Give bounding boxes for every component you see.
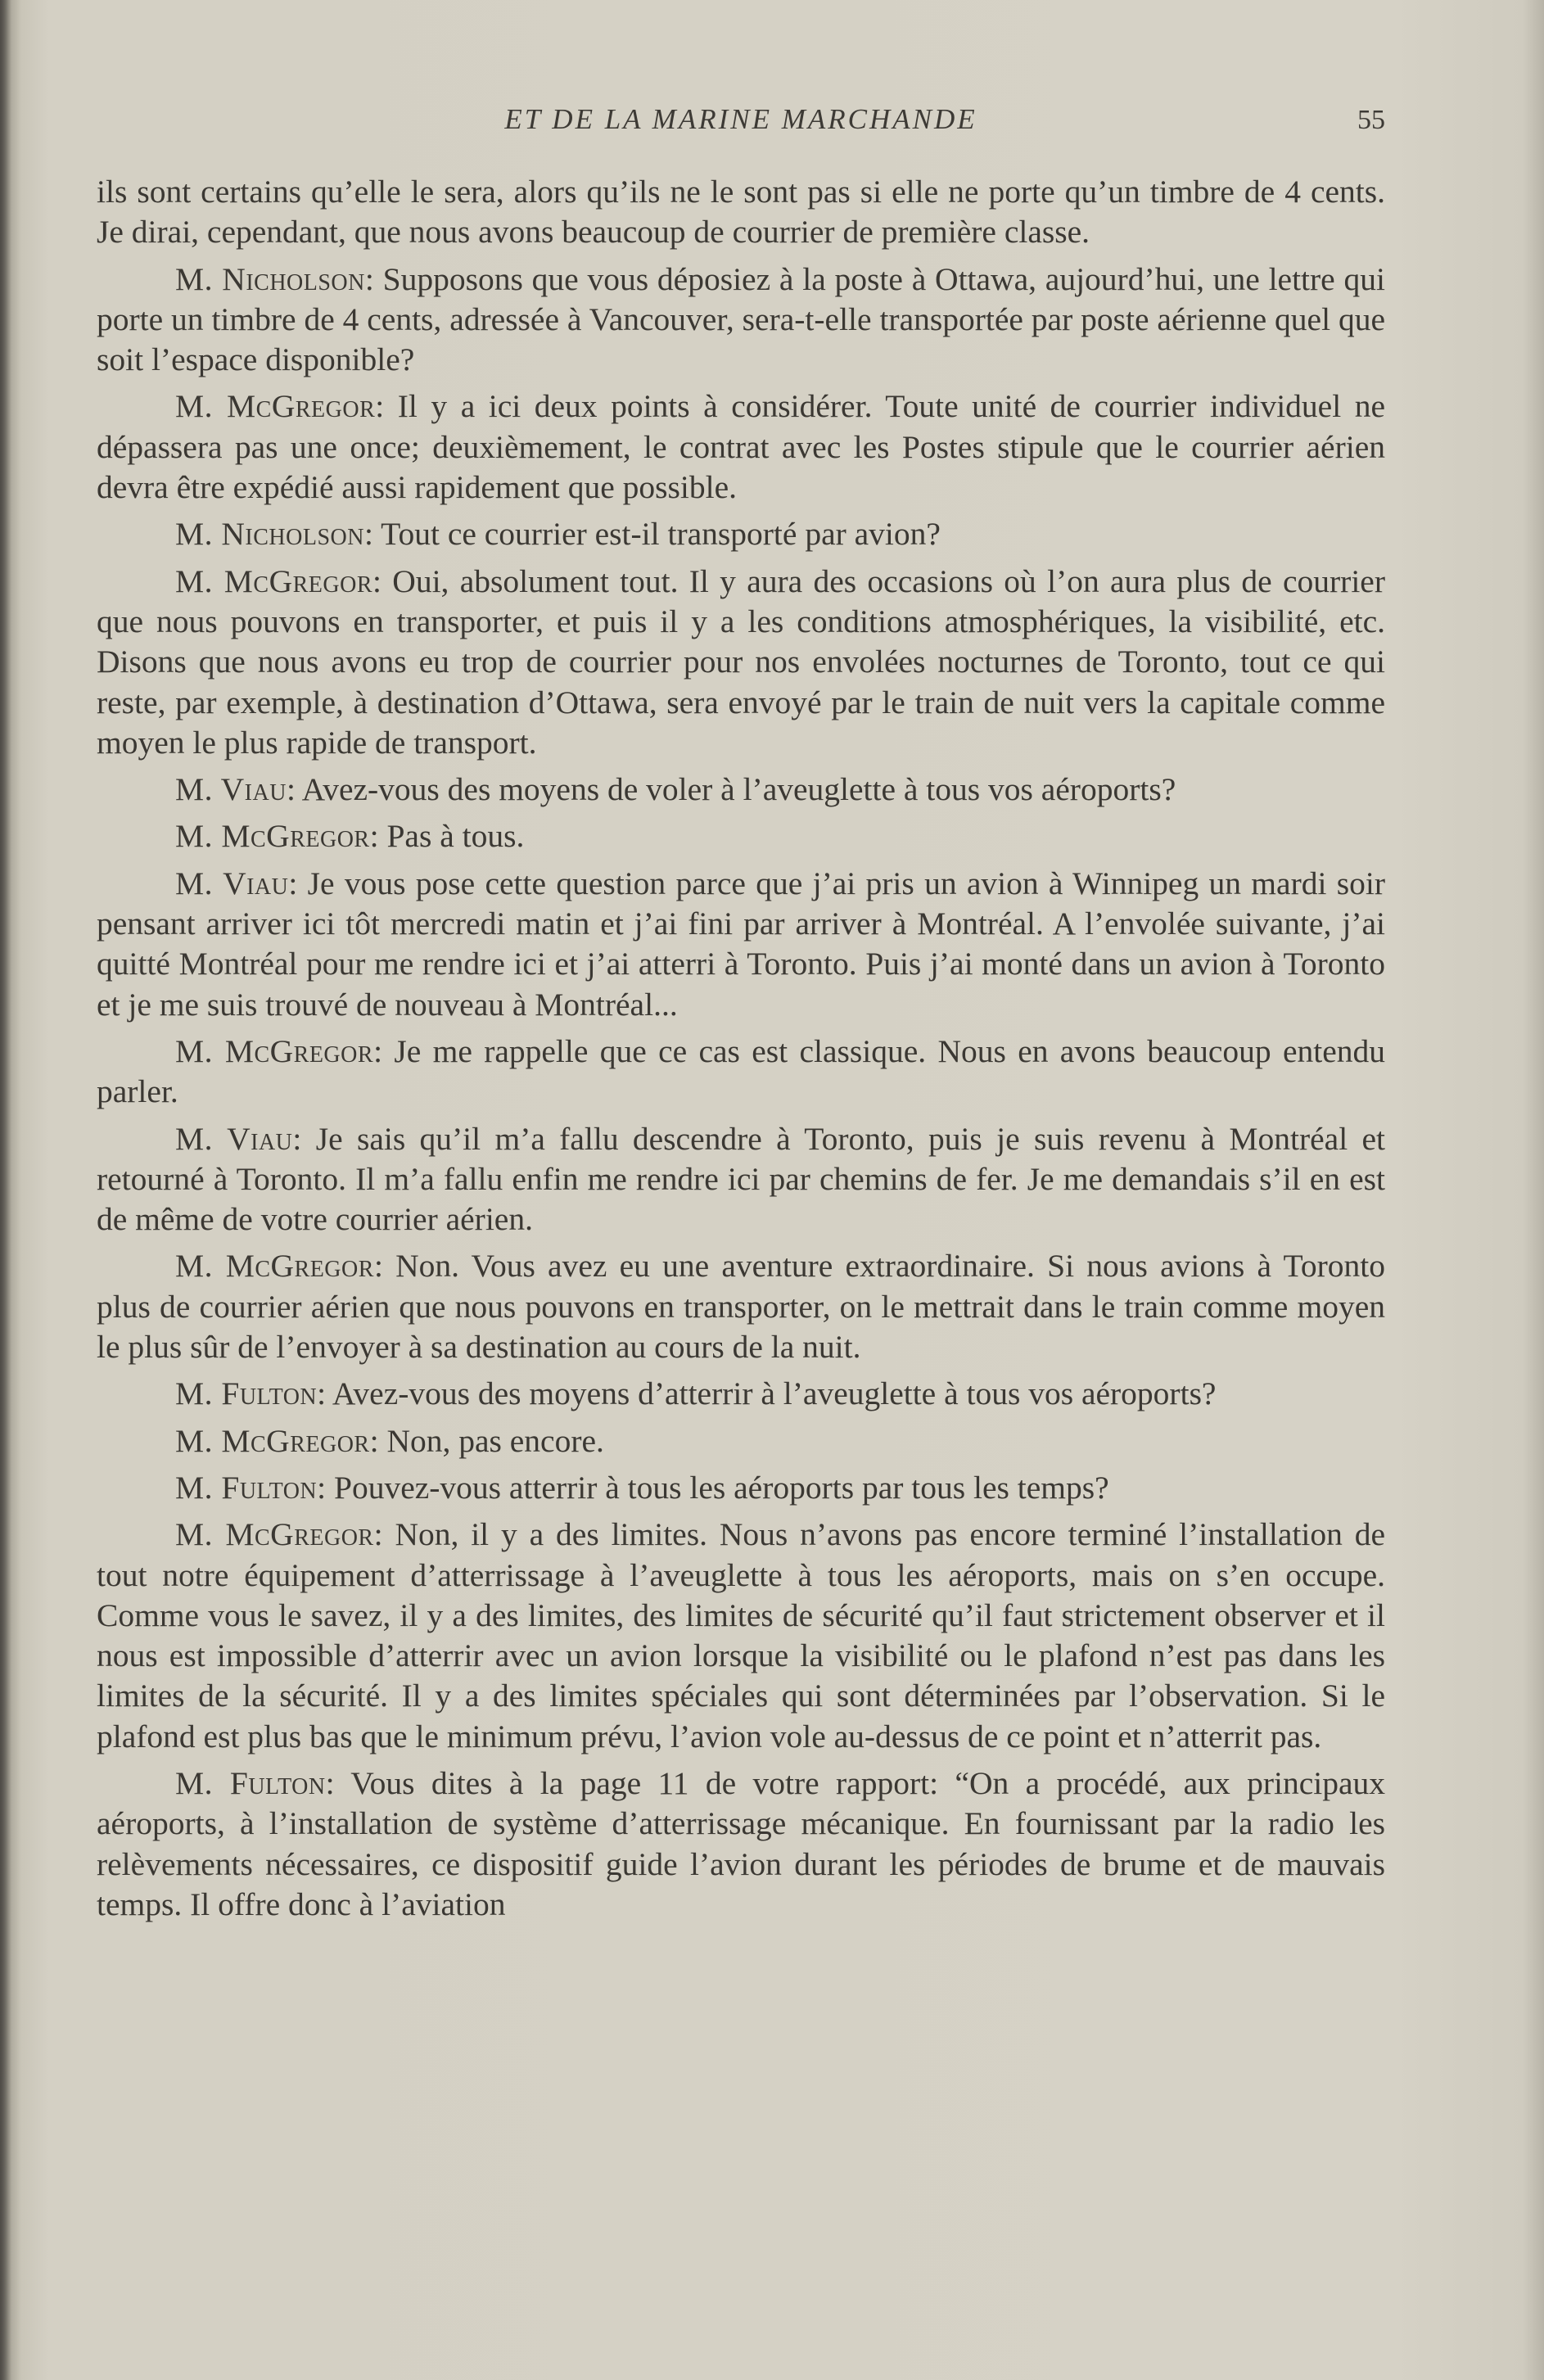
paragraph-text: Avez-vous des moyens d’atterrir à l’aveuglette à tous vos aéroports? — [332, 1375, 1217, 1412]
paragraph-text: Non. Vous avez eu une aventure extraordinaire. Si nous avions à Toronto plus de courrier aérien que nous pouvons en transporter, on le mettrait dans le train comme moyen le plus sûr de l’envoyer à sa destination au cours de la nuit. — [97, 1248, 1385, 1366]
speaker-name: M. McGregor — [175, 1032, 374, 1069]
paragraph-text: Vous dites à la page 11 de votre rapport: “On a procédé, aux principaux aéroports, à l’installation de système d’atterrissage mécanique. En fournissant par la radio les relèvements nécessaires, ce dispositif guide l’avion durant les périodes de brume et de mauvais temps. Il offre donc à l’aviation — [97, 1764, 1385, 1922]
paragraph-text: Supposons que vous déposiez à la poste à Ottawa, aujourd’hui, une lettre qui porte un timbre de 4 cents, adressée à Vancouver, sera-t-elle transportée par poste aérienne quel que soit l’espace disponible? — [97, 260, 1385, 378]
paragraph-text: Je sais qu’il m’a fallu descendre à Toronto, puis je suis revenu à Montréal et retourné à Toronto. Il m’a fallu enfin me rendre ici par chemins de fer. Je me demandais s’il en est de même de votre courrier aérien. — [97, 1120, 1386, 1238]
paragraph-text: Avez-vous des moyens de voler à l’aveuglette à tous vos aéroports? — [301, 771, 1176, 808]
paragraph — [97, 260, 1385, 381]
speaker-name: M. McGregor — [175, 818, 370, 855]
speaker-separator: : — [375, 388, 398, 425]
speaker-separator: : — [317, 1375, 332, 1412]
paragraph — [97, 770, 1385, 810]
speaker-separator: : — [325, 1764, 351, 1801]
speaker-separator: : — [373, 1516, 395, 1553]
speaker-name: M. Fulton — [175, 1764, 326, 1801]
body-text — [97, 172, 1385, 1931]
speaker-separator: : — [292, 1120, 316, 1157]
paragraph — [97, 1374, 1385, 1414]
paragraph-text: Pas à tous. — [386, 818, 525, 855]
paragraph-text: Non, il y a des limites. Nous n’avons pas encore terminé l’installation de tout notre équipement d’atterrissage à l’aveuglette à tous les aéroports, mais on s’en occupe. Comme vous le savez, il y a des limites, des limites de sécurité qu’il faut strictement observer et il nous est impossible d’atterrir avec un avion lorsque la visibilité ou le plafond n’est pas dans les limites de la sécurité. Il y a des limites spéciales qui sont déterminées par l’observation. Si le plafond est plus bas que le minimum prévu, l’avion vole au-dessus de ce point et n’atterrit pas. — [97, 1516, 1385, 1755]
paragraph — [97, 1246, 1385, 1367]
paragraph — [97, 1032, 1385, 1113]
speaker-separator: : — [317, 1469, 334, 1506]
speaker-name: M. McGregor — [175, 388, 376, 425]
speaker-name: M. McGregor — [175, 562, 373, 599]
paragraph — [97, 864, 1385, 1025]
paragraph-text: Pouvez-vous atterrir à tous les aéroports par tous les temps? — [334, 1469, 1109, 1506]
paragraph-text: Tout ce courrier est-il transporté par avion? — [381, 516, 941, 553]
speaker-separator: : — [286, 771, 302, 808]
speaker-name: M. Nicholson — [175, 516, 364, 553]
paragraph — [97, 1421, 1385, 1461]
paragraph-text: Oui, absolument tout. Il y aura des occasions où l’on aura plus de courrier que nous pouvons en transporter, et puis il y a les conditions atmosphériques, la visibilité, etc. Disons que nous avons eu trop de courrier pour nos envolées nocturnes de Toronto, tout ce qui reste, par exemple, à destination d’Ottawa, sera envoyé par le train de nuit vers la capitale comme moyen le plus rapide de transport. — [97, 562, 1385, 761]
paragraph — [97, 514, 1385, 554]
speaker-name: M. McGregor — [175, 1516, 374, 1553]
paragraph — [97, 1468, 1385, 1508]
speaker-name: M. Viau — [175, 865, 289, 901]
paragraph-text: Je vous pose cette question parce que j’ai pris un avion à Winnipeg un mardi soir pensant arriver ici tôt mercredi matin et j’ai fini par arriver à Montréal. A l’envolée suivante, j’ai quitté Montréal pour me rendre ici et j’ai atterri à Toronto. Puis j’ai monté dans un avion à Toronto et je me suis trouvé de nouveau à Montréal... — [97, 865, 1385, 1023]
paragraph — [97, 1764, 1385, 1925]
speaker-separator: : — [369, 1422, 387, 1459]
paragraph — [97, 1119, 1385, 1240]
paragraph-text: Je me rappelle que ce cas est classique. Nous en avons beaucoup entendu parler. — [97, 1032, 1386, 1110]
speaker-name: M. Viau — [175, 771, 287, 808]
paragraph — [97, 562, 1385, 763]
speaker-name: M. Fulton — [175, 1469, 318, 1506]
paragraph — [97, 1515, 1385, 1757]
speaker-separator: : — [373, 1032, 395, 1069]
speaker-name: M. Fulton — [175, 1375, 318, 1412]
speaker-separator: : — [364, 260, 383, 297]
speaker-separator: : — [369, 818, 387, 855]
running-title: ET DE LA MARINE MARCHANDE — [504, 103, 977, 135]
paragraph — [97, 816, 1385, 856]
speaker-name: M. Nicholson — [175, 260, 365, 297]
speaker-name: M. McGregor — [175, 1422, 370, 1459]
running-head — [97, 97, 1385, 146]
speaker-name: M. Viau — [175, 1120, 293, 1157]
speaker-separator: : — [373, 1248, 396, 1285]
paragraph — [97, 386, 1385, 508]
speaker-separator: : — [363, 516, 381, 553]
speaker-separator: : — [372, 562, 393, 599]
speaker-name: M. McGregor — [175, 1248, 374, 1285]
paragraph-text: Non, pas encore. — [386, 1422, 604, 1459]
page-number: 55 — [1357, 105, 1385, 135]
speaker-separator: : — [288, 865, 308, 901]
paragraph-text: ils sont certains qu’elle le sera, alors qu’ils ne le sont pas si elle ne porte qu’un timbre de 4 cents. Je dirai, cependant, que nous avons beaucoup de courrier de première classe. — [97, 174, 1385, 251]
paragraph-text: Il y a ici deux points à considérer. Toute unité de courrier individuel ne dépassera pas une once; deuxièmement, le contrat avec les Postes stipule que le courrier aérien devra être expédié aussi rapidement que possible. — [97, 388, 1386, 506]
paragraph — [97, 172, 1385, 253]
